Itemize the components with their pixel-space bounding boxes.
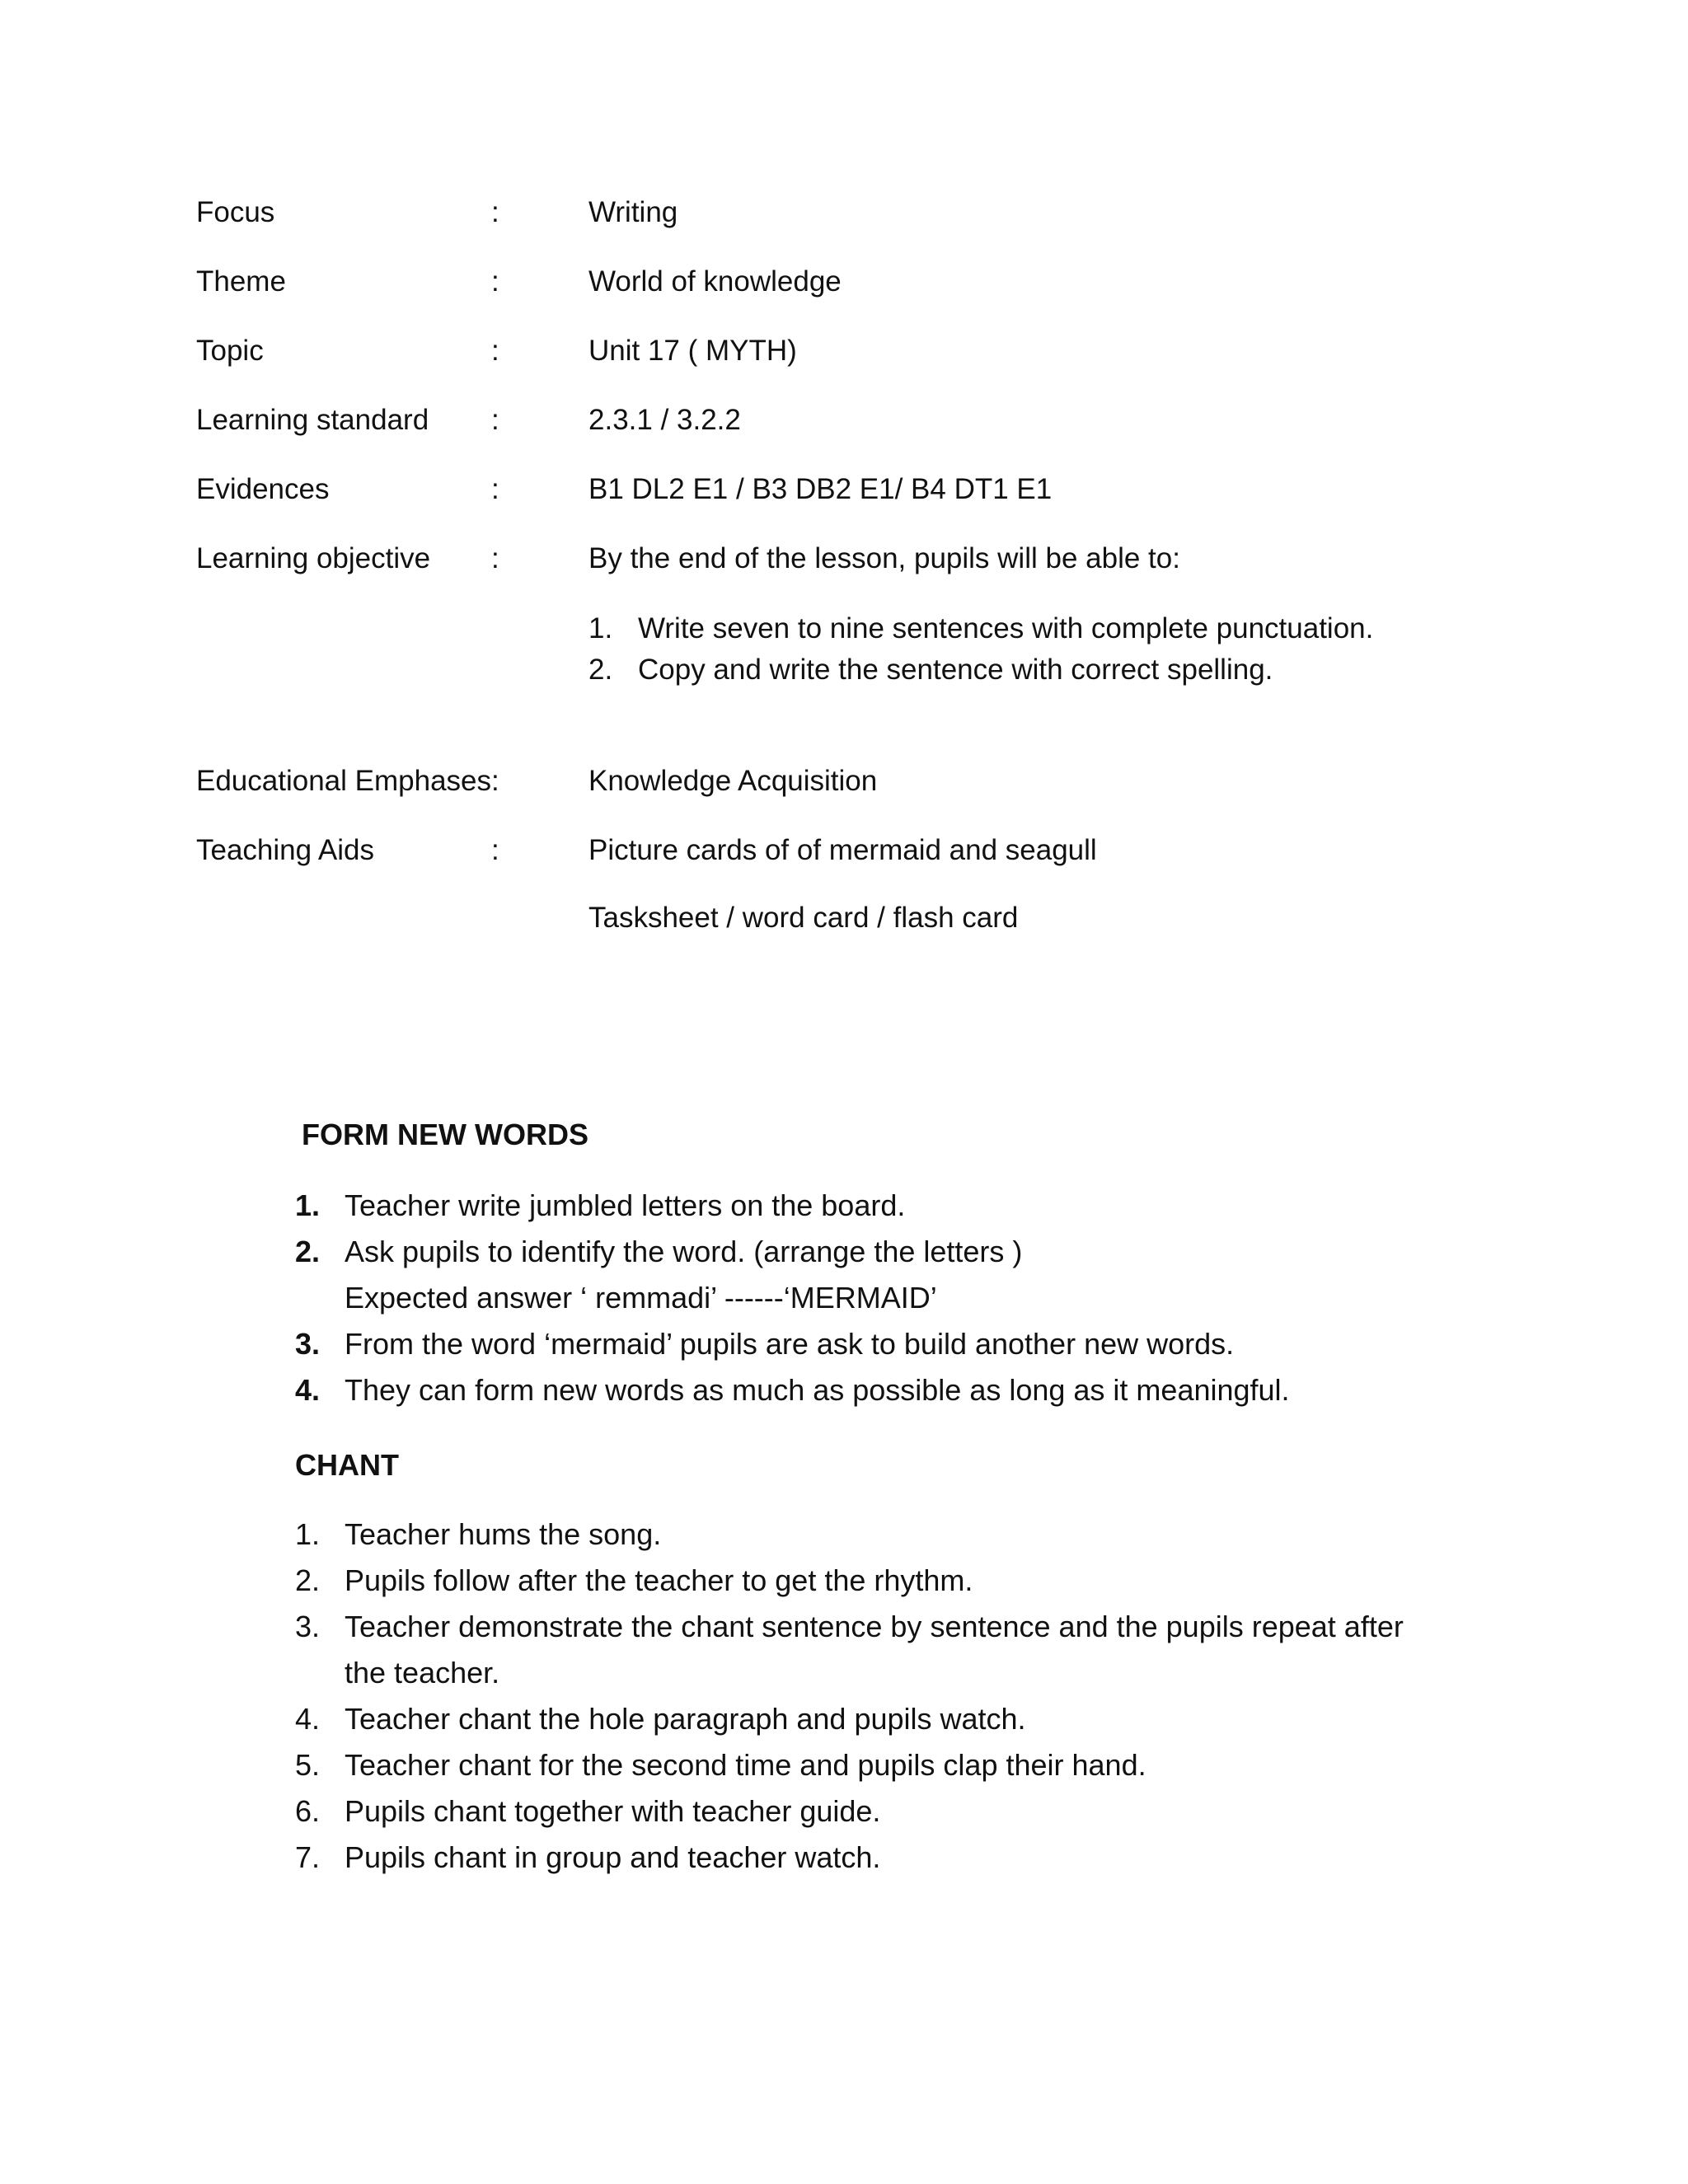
list-item bbox=[295, 1558, 1449, 1604]
list-item bbox=[295, 1321, 1449, 1367]
list-number: 1. bbox=[295, 1517, 321, 1551]
info-colon: : bbox=[491, 765, 499, 797]
info-colon: : bbox=[491, 404, 499, 436]
info-row-topic bbox=[196, 330, 1432, 372]
info-label: Topic bbox=[196, 335, 264, 367]
chant-steps bbox=[295, 1511, 1449, 1881]
info-label: Theme bbox=[196, 265, 286, 298]
list-number: 4. bbox=[295, 1702, 321, 1736]
list-text: Copy and write the sentence with correct spelling. bbox=[638, 654, 1273, 686]
info-value: Writing bbox=[588, 196, 678, 228]
list-text: Teacher write jumbled letters on the board. bbox=[345, 1188, 906, 1222]
list-text: Pupils chant together with teacher guide. bbox=[345, 1794, 881, 1828]
info-label: Learning standard bbox=[196, 404, 429, 436]
section-title-chant: CHANT bbox=[295, 1448, 399, 1482]
list-text: Pupils chant in group and teacher watch. bbox=[345, 1840, 881, 1874]
list-number: 2. bbox=[295, 1235, 321, 1268]
info-colon: : bbox=[491, 335, 499, 367]
list-number: 5. bbox=[295, 1748, 321, 1782]
info-colon: : bbox=[491, 473, 499, 505]
info-label: Evidences bbox=[196, 473, 330, 505]
expected-answer: Expected answer ‘ remmadi’ ------‘MERMAID’ bbox=[345, 1281, 937, 1315]
info-colon: : bbox=[491, 834, 499, 866]
list-text: Teacher hums the song. bbox=[345, 1517, 662, 1551]
list-item bbox=[295, 1229, 1449, 1321]
info-row-evidences bbox=[196, 469, 1432, 510]
list-text: Teacher demonstrate the chant sentence by sentence and the pupils repeat after the teacher. bbox=[345, 1610, 1404, 1690]
info-row-learning-standard bbox=[196, 400, 1432, 441]
list-item bbox=[588, 649, 1373, 691]
info-row-learning-objective bbox=[196, 538, 1432, 579]
info-label: Learning objective bbox=[196, 542, 431, 574]
list-text: From the word ‘mermaid’ pupils are ask to build another new words. bbox=[345, 1327, 1235, 1361]
list-number: 2. bbox=[295, 1563, 321, 1597]
info-colon: : bbox=[491, 196, 499, 228]
list-number: 3. bbox=[295, 1610, 321, 1643]
info-row-teaching-aids bbox=[196, 830, 1432, 871]
list-text: Write seven to nine sentences with complete punctuation. bbox=[638, 612, 1374, 644]
info-value: Knowledge Acquisition bbox=[588, 765, 878, 797]
list-text: They can form new words as much as possible as long as it meaningful. bbox=[345, 1373, 1290, 1407]
list-item bbox=[295, 1696, 1449, 1742]
info-row-focus bbox=[196, 192, 1432, 233]
list-item bbox=[295, 1788, 1449, 1835]
info-value: Picture cards of of mermaid and seagull bbox=[588, 834, 1097, 866]
list-item bbox=[295, 1183, 1449, 1229]
info-value: World of knowledge bbox=[588, 265, 842, 298]
list-number: 4. bbox=[295, 1373, 321, 1407]
info-label: Educational Emphases bbox=[196, 765, 491, 797]
learning-objective-list bbox=[588, 608, 1373, 691]
list-number: 7. bbox=[295, 1840, 321, 1874]
list-number: 1. bbox=[588, 612, 613, 644]
list-text: Pupils follow after the teacher to get the rhythm. bbox=[345, 1563, 973, 1597]
form-new-words-steps bbox=[295, 1183, 1449, 1413]
info-label: Focus bbox=[196, 196, 275, 228]
info-row-teaching-aids-extra bbox=[196, 898, 1432, 939]
info-value: Unit 17 ( MYTH) bbox=[588, 335, 797, 367]
list-item bbox=[295, 1367, 1449, 1413]
info-label: Teaching Aids bbox=[196, 834, 374, 866]
list-item bbox=[295, 1742, 1449, 1788]
info-colon: : bbox=[491, 265, 499, 298]
list-text: Teacher chant for the second time and pupils clap their hand. bbox=[345, 1748, 1146, 1782]
list-text: Teacher chant the hole paragraph and pupils watch. bbox=[345, 1702, 1026, 1736]
info-row-theme bbox=[196, 261, 1432, 302]
info-value: 2.3.1 / 3.2.2 bbox=[588, 404, 741, 436]
section-title-form-new-words: FORM NEW WORDS bbox=[302, 1118, 588, 1151]
list-number: 6. bbox=[295, 1794, 321, 1828]
list-item bbox=[295, 1835, 1449, 1881]
info-colon: : bbox=[491, 542, 499, 574]
info-value: By the end of the lesson, pupils will be able to: bbox=[588, 542, 1180, 574]
list-item bbox=[295, 1604, 1449, 1696]
list-number: 2. bbox=[588, 654, 613, 686]
list-number: 3. bbox=[295, 1327, 321, 1361]
info-value: B1 DL2 E1 / B3 DB2 E1/ B4 DT1 E1 bbox=[588, 473, 1053, 505]
info-row-educational-emphases bbox=[196, 761, 1432, 802]
list-number: 1. bbox=[295, 1188, 321, 1222]
info-value: Tasksheet / word card / flash card bbox=[588, 902, 1019, 934]
list-item bbox=[588, 608, 1373, 649]
list-text: Ask pupils to identify the word. (arrange the letters ) bbox=[345, 1235, 1023, 1268]
list-item bbox=[295, 1511, 1449, 1558]
